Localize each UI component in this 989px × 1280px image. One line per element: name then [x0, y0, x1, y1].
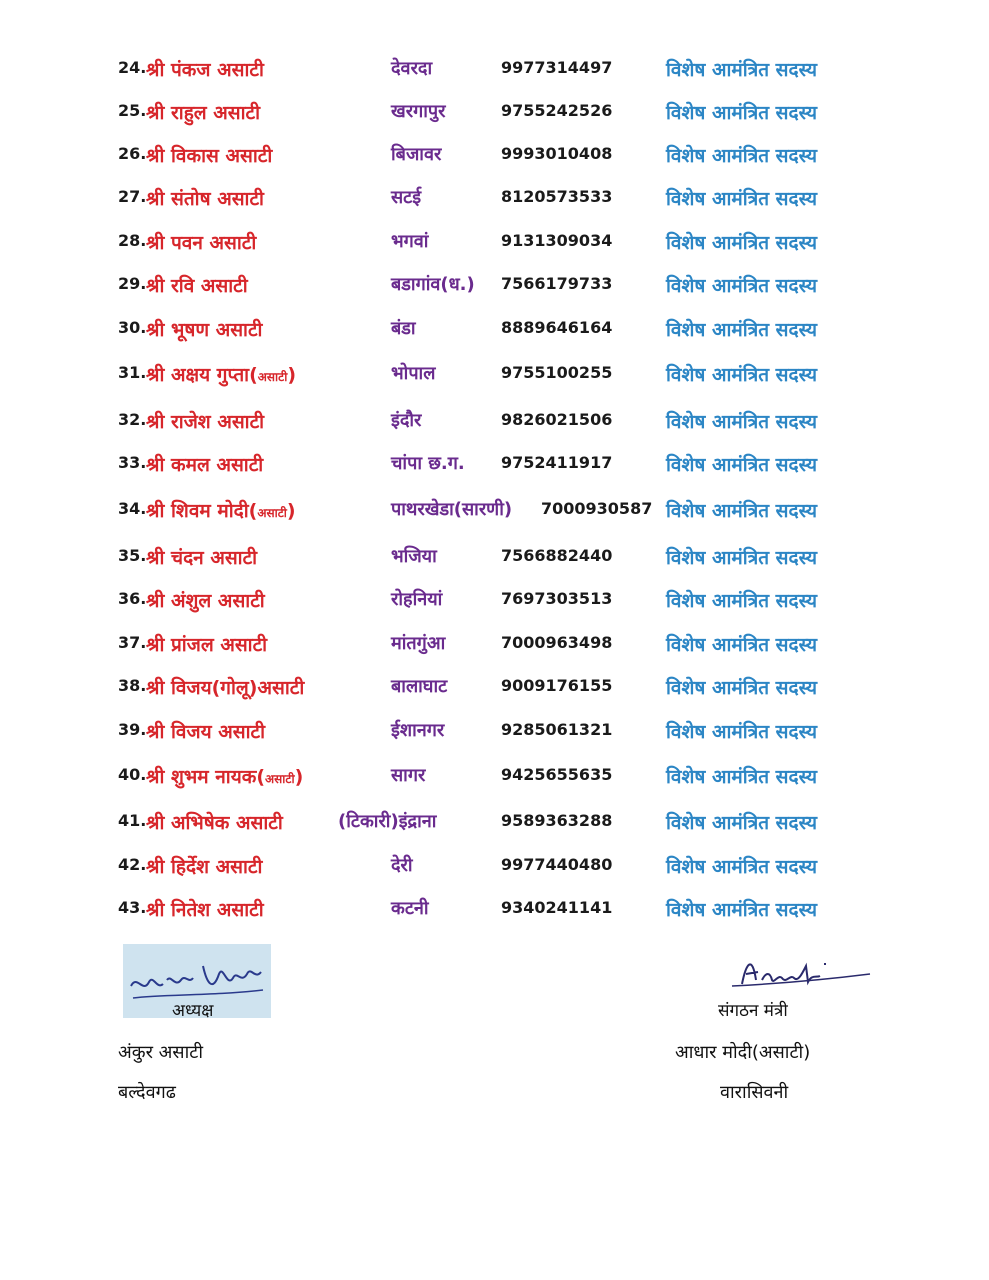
- member-row: [0, 855, 989, 885]
- left-signatory-title: अध्यक्ष: [172, 1001, 214, 1021]
- member-place: (टिकारी)इंद्राना: [338, 811, 437, 832]
- member-phone: 9977314497: [501, 58, 613, 77]
- member-name: [146, 853, 262, 879]
- member-name: [146, 142, 272, 168]
- member-row: [0, 144, 989, 174]
- member-phone: 7000963498: [501, 633, 613, 652]
- member-phone: 9755100255: [501, 363, 613, 382]
- member-phone: 7000930587: [541, 499, 653, 518]
- member-role: विशेष आमंत्रित सदस्य: [666, 411, 817, 433]
- member-phone: 7697303513: [501, 589, 613, 608]
- member-name-text: रवि असाटी: [171, 275, 248, 297]
- member-name-text: विजय(गोलू)असाटी: [171, 677, 305, 699]
- member-name-text: हिर्देश असाटी: [171, 856, 263, 878]
- member-phone: 9993010408: [501, 144, 613, 163]
- member-place: चांपा छ.ग.: [391, 453, 465, 474]
- member-phone: 8120573533: [501, 187, 613, 206]
- member-place: बडागांव(ध.): [391, 274, 475, 295]
- member-number: 33.: [118, 453, 147, 472]
- member-phone: 9340241141: [501, 898, 613, 917]
- member-number: 35.: [118, 546, 147, 565]
- member-prefix: श्री: [146, 411, 165, 433]
- member-row: [0, 720, 989, 750]
- member-role: विशेष आमंत्रित सदस्य: [666, 500, 817, 522]
- member-role: विशेष आमंत्रित सदस्य: [666, 145, 817, 167]
- member-row: [0, 676, 989, 706]
- left-signatory-place: बल्देवगढ: [118, 1082, 176, 1103]
- member-role: विशेष आमंत्रित सदस्य: [666, 899, 817, 921]
- member-name: [146, 544, 257, 570]
- member-number: 38.: [118, 676, 147, 695]
- member-prefix: श्री: [146, 766, 165, 788]
- member-number: 27.: [118, 187, 147, 206]
- right-signature-image: [712, 944, 872, 1004]
- member-name: [146, 229, 256, 255]
- member-place: ईशानगर: [391, 720, 445, 741]
- member-number: 37.: [118, 633, 147, 652]
- member-name: [146, 185, 264, 211]
- member-row: [0, 453, 989, 483]
- member-prefix: श्री: [146, 232, 165, 254]
- member-place: कटनी: [391, 898, 429, 919]
- member-name: [146, 99, 260, 125]
- member-name-text: राजेश असाटी: [171, 411, 265, 433]
- member-name-suffix: असाटी: [257, 506, 287, 520]
- member-place: रोहनियां: [391, 589, 443, 610]
- member-role: विशेष आमंत्रित सदस्य: [666, 634, 817, 656]
- signature-scribble-icon: [712, 944, 872, 1004]
- member-prefix: श्री: [146, 102, 165, 124]
- member-name-text: राहुल असाटी: [171, 102, 261, 124]
- member-name-text: अंशुल असाटी: [171, 590, 265, 612]
- member-prefix: श्री: [146, 634, 165, 656]
- member-name-text: प्रांजल असाटी: [171, 634, 268, 656]
- member-name: [146, 451, 263, 477]
- member-name: [146, 587, 265, 613]
- member-role: विशेष आमंत्रित सदस्य: [666, 59, 817, 81]
- member-row: [0, 811, 989, 841]
- member-place: देरी: [391, 855, 413, 876]
- member-name-suffix: असाटी: [265, 772, 295, 786]
- member-place: इंदौर: [391, 410, 422, 431]
- member-role: विशेष आमंत्रित सदस्य: [666, 856, 817, 878]
- member-prefix: श्री: [146, 547, 165, 569]
- member-name: [146, 631, 267, 657]
- member-role: विशेष आमंत्रित सदस्य: [666, 102, 817, 124]
- member-number: 24.: [118, 58, 147, 77]
- member-place: भगवां: [391, 231, 429, 252]
- member-phone: 7566179733: [501, 274, 613, 293]
- member-row: [0, 765, 989, 795]
- member-number: 42.: [118, 855, 147, 874]
- member-prefix: श्री: [146, 454, 165, 476]
- member-prefix: श्री: [146, 275, 165, 297]
- right-signatory-place: वारासिवनी: [720, 1082, 789, 1103]
- member-place: मांतगुंआ: [391, 633, 446, 654]
- member-name-text: संतोष असाटी: [171, 188, 264, 210]
- member-name-text: पंकज असाटी: [171, 59, 264, 81]
- member-name-text: विकास असाटी: [171, 145, 273, 167]
- member-place: भोपाल: [391, 363, 436, 384]
- member-name-text: पवन असाटी: [171, 232, 257, 254]
- member-row: [0, 101, 989, 131]
- member-row: [0, 318, 989, 348]
- member-phone: 8889646164: [501, 318, 613, 337]
- member-number: 40.: [118, 765, 147, 784]
- member-row: [0, 58, 989, 88]
- member-name: श्री अक्षय गुप्ता(असाटी): [146, 364, 296, 386]
- member-role: विशेष आमंत्रित सदस्य: [666, 319, 817, 341]
- member-name: [146, 408, 264, 434]
- member-place: खरगापुर: [391, 101, 446, 122]
- member-place: देवरदा: [391, 58, 433, 79]
- member-prefix: श्री: [146, 188, 165, 210]
- member-phone: 9977440480: [501, 855, 613, 874]
- member-phone: 9755242526: [501, 101, 613, 120]
- member-name: [146, 809, 283, 835]
- member-phone: 9009176155: [501, 676, 613, 695]
- member-row: [0, 187, 989, 217]
- member-name: [146, 56, 264, 82]
- member-role: विशेष आमंत्रित सदस्य: [666, 547, 817, 569]
- member-name: [146, 272, 248, 298]
- member-name: श्री शुभम नायक(असाटी): [146, 766, 304, 788]
- member-number: 25.: [118, 101, 147, 120]
- member-number: 39.: [118, 720, 147, 739]
- member-role: विशेष आमंत्रित सदस्य: [666, 275, 817, 297]
- member-number: 30.: [118, 318, 147, 337]
- member-name-text: विजय असाटी: [171, 721, 265, 743]
- member-number: 34.: [118, 499, 147, 518]
- member-role: विशेष आमंत्रित सदस्य: [666, 590, 817, 612]
- member-name-text: अक्षय गुप्ता(: [171, 364, 258, 386]
- member-prefix: श्री: [146, 364, 165, 386]
- member-number: 36.: [118, 589, 147, 608]
- member-prefix: श्री: [146, 500, 165, 522]
- member-prefix: श्री: [146, 590, 165, 612]
- member-prefix: श्री: [146, 721, 165, 743]
- member-prefix: श्री: [146, 677, 165, 699]
- member-row: [0, 546, 989, 576]
- member-place: बालाघाट: [391, 676, 448, 697]
- member-phone: 9826021506: [501, 410, 613, 429]
- member-role: विशेष आमंत्रित सदस्य: [666, 232, 817, 254]
- member-row: [0, 231, 989, 261]
- member-number: 32.: [118, 410, 147, 429]
- member-name-text: शुभम नायक(: [171, 766, 266, 788]
- member-number: 43.: [118, 898, 147, 917]
- member-prefix: श्री: [146, 59, 165, 81]
- member-role: विशेष आमंत्रित सदस्य: [666, 812, 817, 834]
- member-phone: 9425655635: [501, 765, 613, 784]
- member-prefix: श्री: [146, 319, 165, 341]
- member-role: विशेष आमंत्रित सदस्य: [666, 364, 817, 386]
- member-phone: 7566882440: [501, 546, 613, 565]
- member-number: 26.: [118, 144, 147, 163]
- member-name: [146, 674, 304, 700]
- member-role: विशेष आमंत्रित सदस्य: [666, 766, 817, 788]
- member-row: [0, 898, 989, 928]
- member-phone: 9752411917: [501, 453, 613, 472]
- member-number: 41.: [118, 811, 147, 830]
- member-role: विशेष आमंत्रित सदस्य: [666, 721, 817, 743]
- member-name: श्री शिवम मोदी(असाटी): [146, 500, 296, 522]
- member-number: 31.: [118, 363, 147, 382]
- right-signatory-name: आधार मोदी(असाटी): [675, 1042, 811, 1063]
- member-phone: 9285061321: [501, 720, 613, 739]
- member-place: भजिया: [391, 546, 437, 567]
- member-prefix: श्री: [146, 856, 165, 878]
- member-number: 29.: [118, 274, 147, 293]
- member-row: [0, 410, 989, 440]
- member-phone: 9589363288: [501, 811, 613, 830]
- member-name-text: शिवम मोदी(: [171, 500, 258, 522]
- member-place: बिजावर: [391, 144, 442, 165]
- member-name-text: कमल असाटी: [171, 454, 264, 476]
- member-place: सटई: [391, 187, 422, 208]
- member-row: [0, 274, 989, 304]
- right-signatory-title: संगठन मंत्री: [718, 1001, 788, 1021]
- member-row: [0, 633, 989, 663]
- member-phone: 9131309034: [501, 231, 613, 250]
- member-row: [0, 499, 989, 529]
- member-name-text: अभिषेक असाटी: [171, 812, 283, 834]
- member-place: सागर: [391, 765, 426, 786]
- member-role: विशेष आमंत्रित सदस्य: [666, 454, 817, 476]
- member-role: विशेष आमंत्रित सदस्य: [666, 188, 817, 210]
- member-name-text: नितेश असाटी: [171, 899, 264, 921]
- member-number: 28.: [118, 231, 147, 250]
- member-prefix: श्री: [146, 812, 165, 834]
- member-prefix: श्री: [146, 145, 165, 167]
- member-name-text: भूषण असाटी: [171, 319, 263, 341]
- member-place: पाथरखेडा(सारणी): [391, 499, 513, 520]
- member-prefix: श्री: [146, 899, 165, 921]
- member-row: [0, 363, 989, 393]
- member-name: [146, 316, 262, 342]
- member-name-suffix: असाटी: [257, 370, 288, 384]
- member-name: [146, 718, 265, 744]
- left-signatory-name: अंकुर असाटी: [118, 1042, 203, 1063]
- member-name-text: चंदन असाटी: [171, 547, 258, 569]
- member-row: [0, 589, 989, 619]
- member-place: बंडा: [391, 318, 416, 339]
- member-name: [146, 896, 264, 922]
- member-role: विशेष आमंत्रित सदस्य: [666, 677, 817, 699]
